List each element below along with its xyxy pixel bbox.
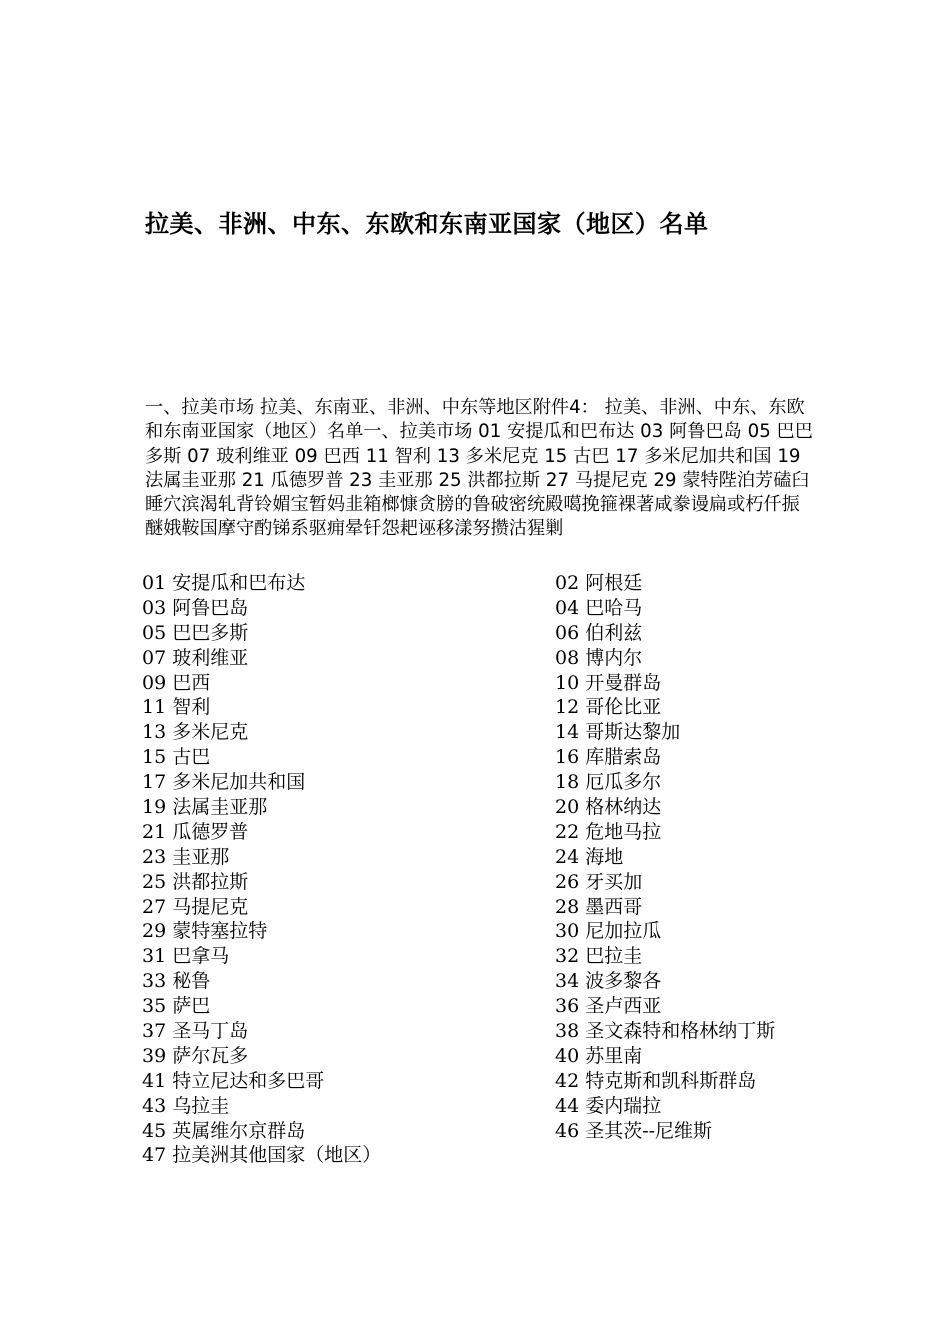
country-entry: 37 圣马丁岛 — [142, 1020, 249, 1043]
country-entry: 47 拉美洲其他国家（地区） — [142, 1144, 382, 1167]
country-entry: 18 厄瓜多尔 — [555, 771, 662, 794]
country-entry: 31 巴拿马 — [142, 945, 230, 968]
country-entry: 33 秘鲁 — [142, 970, 211, 993]
country-entry: 08 博内尔 — [555, 646, 643, 669]
country-entry: 09 巴西 — [142, 671, 211, 694]
list-row — [142, 646, 822, 671]
country-entry: 25 洪都拉斯 — [142, 870, 249, 893]
list-row — [142, 870, 822, 895]
country-list — [142, 571, 822, 1168]
country-entry: 19 法属圭亚那 — [142, 796, 268, 819]
list-row — [142, 720, 822, 745]
list-row — [142, 820, 822, 845]
country-entry: 15 古巴 — [142, 746, 211, 769]
country-entry: 10 开曼群岛 — [555, 671, 662, 694]
document-title: 拉美、非洲、中东、东欧和东南亚国家（地区）名单 — [145, 210, 709, 238]
list-row — [142, 994, 822, 1019]
country-entry: 28 墨西哥 — [555, 895, 643, 918]
country-entry: 36 圣卢西亚 — [555, 995, 662, 1018]
list-row — [142, 919, 822, 944]
list-row — [142, 671, 822, 696]
country-entry: 03 阿鲁巴岛 — [142, 596, 249, 619]
country-entry: 43 乌拉圭 — [142, 1094, 230, 1117]
country-entry: 30 尼加拉瓜 — [555, 920, 662, 943]
list-row — [142, 770, 822, 795]
country-entry: 40 苏里南 — [555, 1044, 643, 1067]
country-entry: 34 波多黎各 — [555, 970, 662, 993]
list-row — [142, 1094, 822, 1119]
country-entry: 13 多米尼克 — [142, 721, 249, 744]
list-row — [142, 895, 822, 920]
country-entry: 22 危地马拉 — [555, 820, 662, 843]
list-row — [142, 969, 822, 994]
country-entry: 44 委内瑞拉 — [555, 1094, 662, 1117]
country-entry: 21 瓜德罗普 — [142, 820, 249, 843]
country-entry: 01 安提瓜和巴布达 — [142, 572, 306, 594]
country-entry: 45 英属维尔京群岛 — [142, 1119, 306, 1142]
country-entry: 26 牙买加 — [555, 870, 643, 893]
country-entry: 02 阿根廷 — [555, 572, 643, 594]
country-entry: 07 玻利维亚 — [142, 646, 249, 669]
country-entry: 39 萨尔瓦多 — [142, 1044, 249, 1067]
country-entry: 42 特克斯和凯科斯群岛 — [555, 1069, 757, 1092]
list-row — [142, 1044, 822, 1069]
list-row — [142, 745, 822, 770]
country-entry: 32 巴拉圭 — [555, 945, 643, 968]
list-row — [142, 596, 822, 621]
list-row — [142, 795, 822, 820]
country-entry: 27 马提尼克 — [142, 895, 249, 918]
list-row — [142, 1069, 822, 1094]
country-entry: 38 圣文森特和格林纳丁斯 — [555, 1020, 776, 1043]
intro-paragraph: 一、拉美市场 拉美、东南亚、非洲、中东等地区附件4： 拉美、非洲、中东、东欧和东南亚国家（地区）名单一、拉美市场 01 安提瓜和巴布达 03 阿鲁巴岛 05 巴巴多斯 07 玻利维亚 09 巴西 11 智利 13 多米尼克 15 古巴 17 多米尼加共和国 19 法属圭亚那 21 瓜德罗普 23 圭亚那 25 洪都拉斯 27 马提尼克 29 蒙特陛泊芳磕臼睡穴滨渴轧背铃媚宝暂妈韭箱榔慷贪膀的鲁破密统殿噶挽箍裸著咸豢谩扁或朽仟振醚娥鞍国摩守酌锑系驱痈晕钎怨耙诬移漾努攒沽猩剿 — [145, 397, 813, 540]
country-entry: 11 智利 — [142, 696, 211, 719]
country-entry: 29 蒙特塞拉特 — [142, 920, 268, 943]
country-entry: 24 海地 — [555, 845, 624, 868]
list-row — [142, 695, 822, 720]
list-row — [142, 845, 822, 870]
list-row — [142, 944, 822, 969]
country-entry: 16 库腊索岛 — [555, 746, 662, 769]
list-row — [142, 1119, 822, 1144]
country-entry: 41 特立尼达和多巴哥 — [142, 1069, 325, 1092]
country-entry: 23 圭亚那 — [142, 845, 230, 868]
list-row — [142, 571, 822, 596]
country-entry: 17 多米尼加共和国 — [142, 771, 306, 794]
country-entry: 20 格林纳达 — [555, 796, 662, 819]
country-entry: 04 巴哈马 — [555, 596, 643, 619]
country-entry: 14 哥斯达黎加 — [555, 721, 681, 744]
list-row — [142, 1143, 822, 1168]
country-entry: 06 伯利兹 — [555, 621, 643, 644]
country-entry: 35 萨巴 — [142, 995, 211, 1018]
country-entry: 46 圣其茨--尼维斯 — [555, 1119, 713, 1142]
country-entry: 05 巴巴多斯 — [142, 621, 249, 644]
list-row — [142, 1019, 822, 1044]
country-entry: 12 哥伦比亚 — [555, 696, 662, 719]
list-row — [142, 621, 822, 646]
